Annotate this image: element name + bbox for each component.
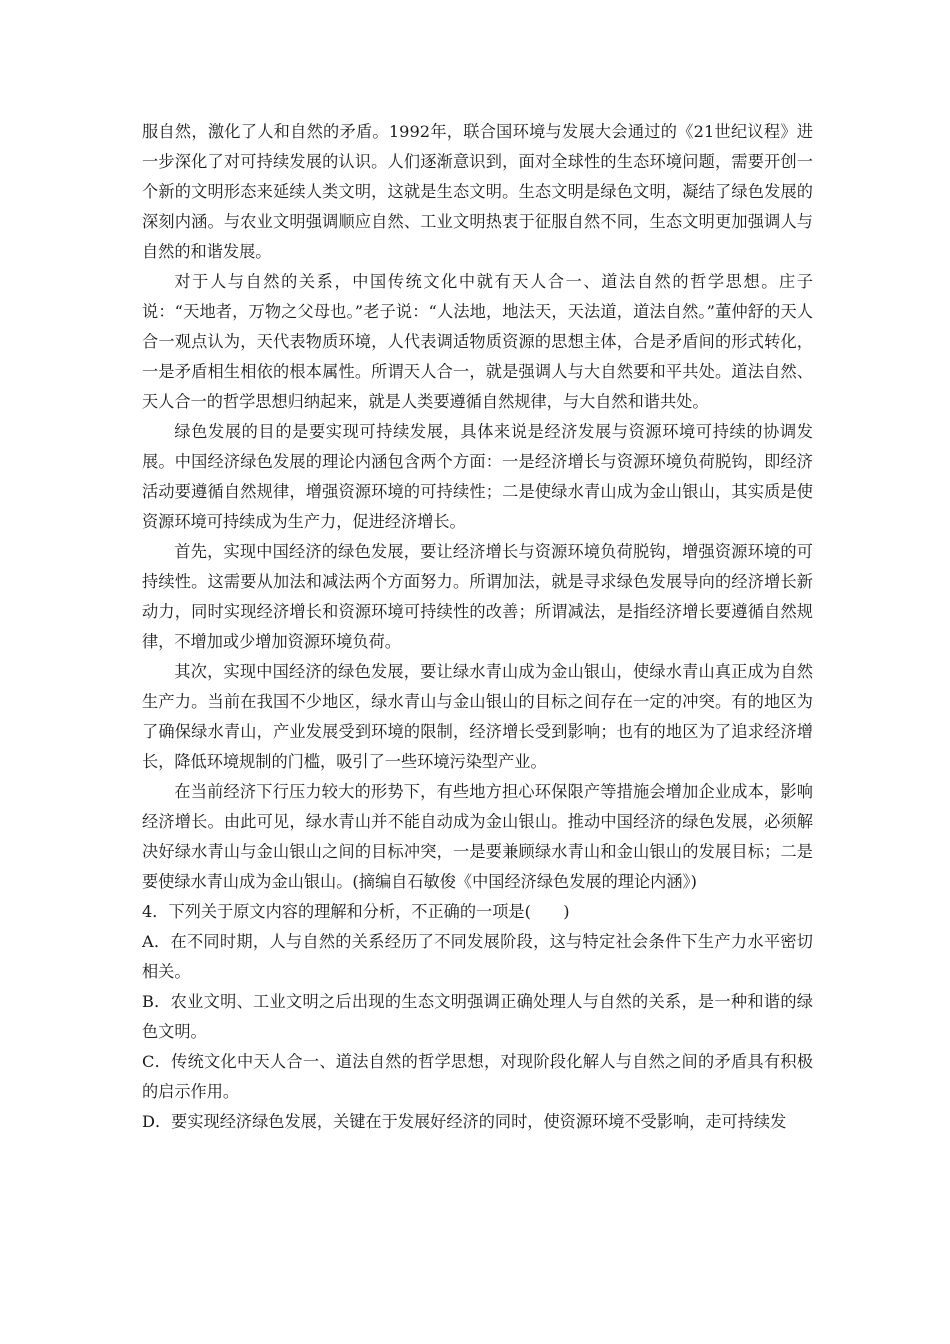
passage-paragraph-1: 服自然，激化了人和自然的矛盾。1992年，联合国环境与发展大会通过的《21世纪议程》进一步深化了对可持续发展的认识。人们逐渐意识到，面对全球性的生态环境问题，需要开创一个新的文明形态来延续人类文明，这就是生态文明。生态文明是绿色文明，凝结了绿色发展的深刻内涵。与农业文明强调顺应自然、工业文明热衷于征服自然不同，生态文明更加强调人与自然的和谐发展。 — [142, 122, 813, 261]
passage-paragraph-5: 其次，实现中国经济的绿色发展，要让绿水青山成为金山银山，使绿水青山真正成为自然生产力。当前在我国不少地区，绿水青山与金山银山的目标之间存在一定的冲突。有的地区为了确保绿水青山，产业发展受到环境的限制，经济增长受到影响；也有的地区为了追求经济增长，降低环境规制的门槛，吸引了一些环境污染型产业。 — [142, 662, 813, 771]
passage-paragraph-4: 首先，实现中国经济的绿色发展，要让经济增长与资源环境负荷脱钩，增强资源环境的可持续性。这需要从加法和减法两个方面努力。所谓加法，就是寻求绿色发展导向的经济增长新动力，同时实现经济增长和资源环境可持续性的改善；所谓减法，是指经济增长要遵循自然规律，不增加或少增加资源环境负荷。 — [142, 542, 813, 651]
option-b: B．农业文明、工业文明之后出现的生态文明强调正确处理人与自然的关系，是一种和谐的绿色文明。 — [142, 992, 813, 1041]
passage-paragraph-2: 对于人与自然的关系，中国传统文化中就有天人合一、道法自然的哲学思想。庄子说：“天地者，万物之父母也。”老子说：“人法地，地法天，天法道，道法自然。”董仲舒的天人合一观点认为，天代表物质环境，人代表调适物质资源的思想主体，合是矛盾间的形式转化，一是矛盾相生相依的根本属性。所谓天人合一，就是强调人与大自然要和平共处。道法自然、天人合一的哲学思想归纳起来，就是人类要遵循自然规律，与大自然和谐共处。 — [142, 272, 813, 411]
passage-paragraph-6: 在当前经济下行压力较大的形势下，有些地方担心环保限产等措施会增加企业成本，影响经济增长。由此可见，绿水青山并不能自动成为金山银山。推动中国经济的绿色发展，必须解决好绿水青山与金山银山之间的目标冲突，一是要兼顾绿水青山和金山银山的发展目标；二是要使绿水青山成为金山银山。(摘编自石敏俊《中国经济绿色发展的理论内涵》) — [142, 782, 813, 891]
question-stem: 4．下列关于原文内容的理解和分析，不正确的一项是( ) — [142, 902, 570, 921]
option-d: D．要实现经济绿色发展，关键在于发展好经济的同时，使资源环境不受影响，走可持续发 — [142, 1112, 787, 1131]
option-c: C．传统文化中天人合一、道法自然的哲学思想，对现阶段化解人与自然之间的矛盾具有积极的启示作用。 — [142, 1052, 813, 1101]
document-page — [142, 117, 813, 1137]
option-a: A．在不同时期，人与自然的关系经历了不同发展阶段，这与特定社会条件下生产力水平密切相关。 — [142, 932, 813, 981]
question-block — [142, 897, 813, 1137]
passage-paragraph-3: 绿色发展的目的是要实现可持续发展，具体来说是经济发展与资源环境可持续的协调发展。中国经济绿色发展的理论内涵包含两个方面：一是经济增长与资源环境负荷脱钩，即经济活动要遵循自然规律，增强资源环境的可持续性；二是使绿水青山成为金山银山，其实质是使资源环境可持续成为生产力，促进经济增长。 — [142, 422, 813, 531]
reading-passage — [142, 117, 813, 897]
